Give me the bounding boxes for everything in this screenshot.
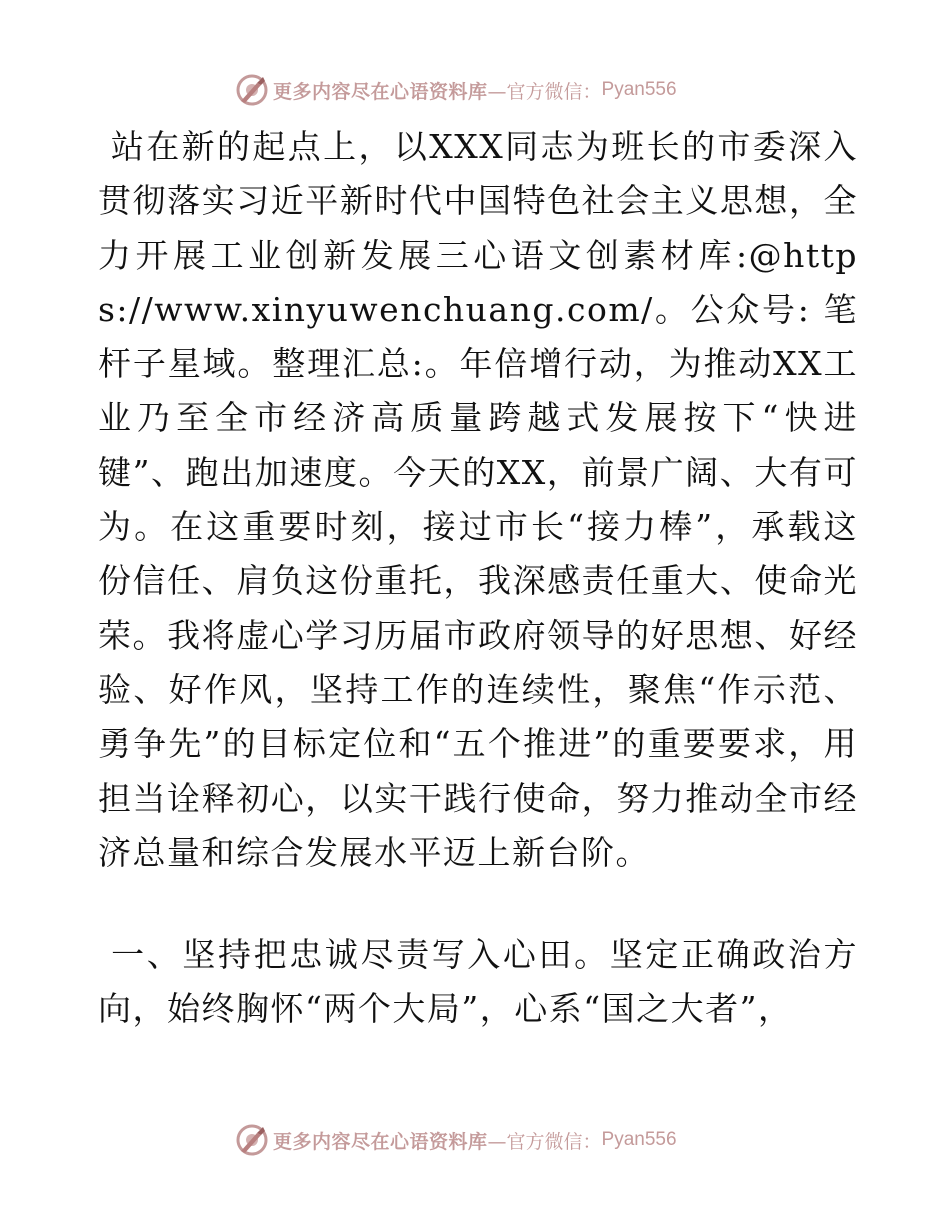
footer-watermark [235,1123,755,1157]
watermark-separator: —官方微信： [487,1130,602,1153]
watermark-account: Pyan556 [601,1129,677,1150]
watermark-text: 更多内容尽在心语资料库 [273,80,488,103]
watermark-account: Pyan556 [601,79,677,100]
paragraph [98,120,858,880]
pen-logo-icon [235,73,269,107]
paragraph [98,928,858,1037]
pen-logo-icon [235,1123,269,1157]
watermark-separator: —官方微信： [487,80,602,103]
watermark-text: 更多内容尽在心语资料库 [273,1130,488,1153]
paragraph-text: 一、坚持把忠诚尽责写入心田。坚定正确政治方向，始终胸怀“两个大局”，心系“国之大者”， [98,935,858,1029]
header-watermark [235,73,755,107]
paragraph-text: 站在新的起点上，以XXX同志为班长的市委深入贯彻落实习近平新时代中国特色社会主义思想，全力开展工业创新发展三心语文创素材库:@https://www.xinyuwenchuang.com/。公众号: 笔杆子星域。整理汇总:。年倍增行动，为推动XX工业乃至全市经济高质量跨越式发展按下“快进键”、跑出加速度。今天的XX，前景广阔、大有可为。在这重要时刻，接过市长“接力棒”，承载这份信任、肩负这份重托，我深感责任重大、使命光荣。我将虚心学习历届市政府领导的好思想、好经验、好作风，坚持工作的连续性，聚焦“作示范、勇争先”的目标定位和“五个推进”的重要要求，用担当诠释初心，以实干践行使命，努力推动全市经济总量和综合发展水平迈上新台阶。 [98,127,858,872]
